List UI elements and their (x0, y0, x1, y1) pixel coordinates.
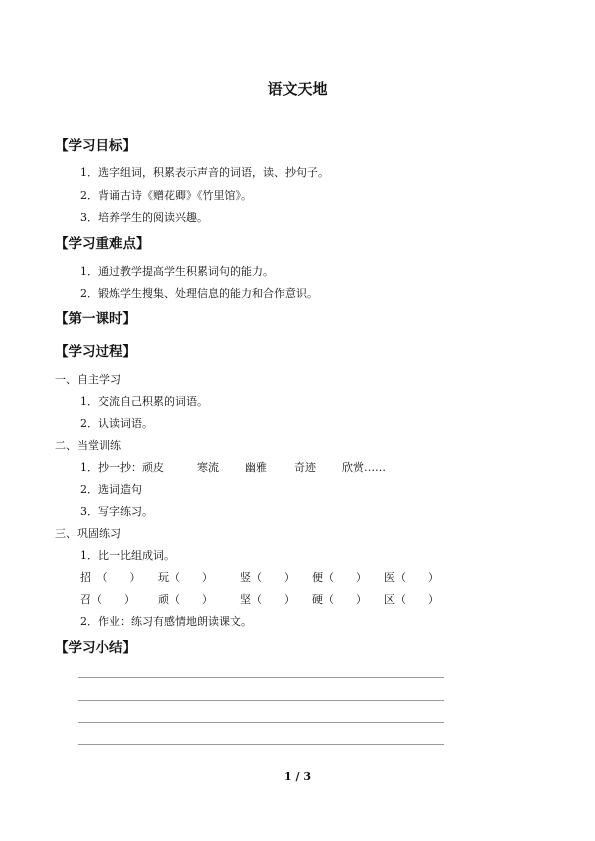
compare-cell: 区（ ） (384, 593, 439, 606)
compare-cell: 顽（ ） (158, 593, 213, 606)
goal-item: 2．背诵古诗《赠花卿》《竹里馆》。 (80, 189, 252, 202)
compare-cell: 硬（ ） (312, 593, 367, 606)
part2-item: 2．选词造句 (80, 483, 142, 496)
part2-heading: 二、当堂训练 (55, 439, 121, 452)
writing-line (78, 700, 444, 701)
writing-line (78, 744, 444, 745)
compare-cell: 玩（ ） (158, 571, 213, 584)
compare-cell: 竖（ ） (240, 571, 295, 584)
part2-item: 3．写字练习。 (80, 505, 153, 518)
goal-item: 1．选字组词，积累表示声音的词语，读、抄句子。 (80, 166, 329, 179)
compare-cell: 坚（ ） (240, 593, 295, 606)
lesson-heading: 【第一课时】 (55, 311, 136, 327)
summary-heading: 【学习小结】 (55, 640, 136, 656)
key-point-item: 1．通过教学提高学生积累词句的能力。 (80, 265, 274, 278)
part1-heading: 一、自主学习 (55, 373, 121, 386)
goal-item: 3．培养学生的阅读兴趣。 (80, 211, 208, 224)
copy-word: 欣赏…… (342, 461, 386, 474)
part3-item: 2．作业：练习有感情地朗读课文。 (80, 615, 252, 628)
part3-heading: 三、巩固练习 (55, 527, 121, 540)
compare-cell: 便（ ） (312, 571, 367, 584)
part1-item: 1．交流自己积累的词语。 (80, 395, 208, 408)
compare-cell: 召（ ） (80, 593, 135, 606)
goals-heading: 【学习目标】 (55, 138, 136, 154)
part3-item: 1．比一比组成词。 (80, 549, 175, 562)
compare-cell: 招 （ ） (80, 571, 141, 584)
key-point-item: 2．锻炼学生搜集、处理信息的能力和合作意识。 (80, 287, 318, 300)
copy-word: 寒流 (197, 461, 219, 474)
key-points-heading: 【学习重难点】 (55, 236, 150, 252)
page-title: 语文天地 (267, 80, 328, 98)
part1-item: 2．认读词语。 (80, 417, 153, 430)
writing-line (78, 722, 444, 723)
page-number: 1 / 3 (284, 770, 311, 783)
compare-cell: 医（ ） (384, 571, 439, 584)
copy-word: 幽雅 (245, 461, 267, 474)
process-heading: 【学习过程】 (55, 344, 136, 360)
writing-line (78, 677, 444, 678)
copy-word: 奇迹 (294, 461, 316, 474)
copy-label: 1．抄一抄：顽皮 (80, 461, 164, 474)
